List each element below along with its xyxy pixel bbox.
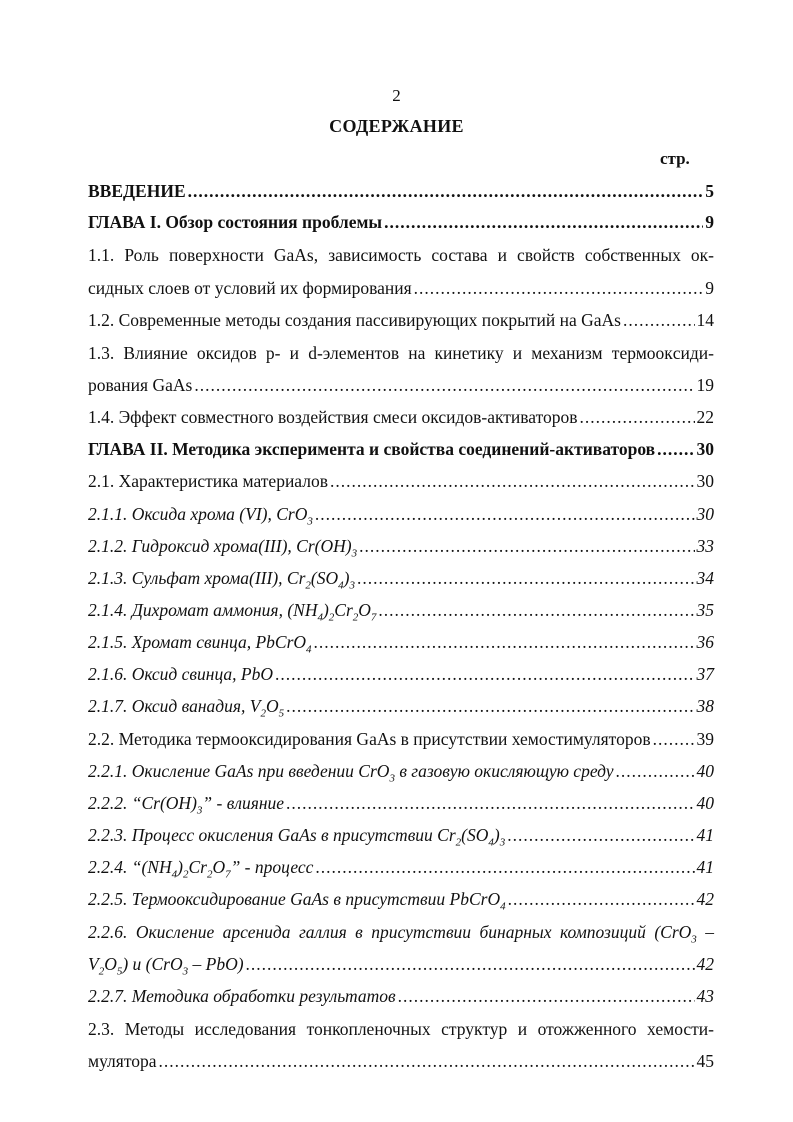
toc-entry: 2.1.7. Оксид ванадия, $V_2O_5$ ..... 38 — [88, 694, 714, 718]
toc-entry: 2.1.2. Гидроксид хрома(III), $Cr(OH)_3$ ..... 33 — [88, 534, 714, 558]
table-of-contents — [88, 0, 714, 1122]
toc-entry: 2.2.1. Окисление GaAs при введении CrO$_3$ в газовую окисляющую среду ..... 40 — [88, 759, 714, 783]
page-number: 2 — [392, 86, 401, 105]
toc-entry: 2.2.3. Процесс окисления GaAs в присутствии $Cr_2(SO_4)_3$ ..... 41 — [88, 823, 714, 847]
toc-entry: сидных слоев от условий их формирования ..... 9 — [88, 276, 714, 300]
toc-entry: 1.2. Современные методы создания пассивирующих покрытий на GaAs ..... 14 — [88, 308, 714, 332]
toc-formula-label: 2.1.3. Сульфат хрома(III), $Cr_2(SO_4)_3$ — [88, 568, 355, 592]
toc-entry: ГЛАВА I. Обзор состояния проблемы ..... 9 — [88, 210, 714, 234]
toc-entry: ВВЕДЕНИЕ ..... 5 — [88, 179, 714, 203]
toc-formula-label: 2.1.1. Оксида хрома (VI), CrO$_3$ — [88, 504, 313, 528]
toc-entry: 2.1.5. Хромат свинца, PbCrO$_4$ ..... 36 — [88, 630, 714, 654]
toc-entry: 2.1.4. Дихромат аммония, $(NH_4)_2Cr_2O_7$ ..... 35 — [88, 598, 714, 622]
toc-entry: 2.2. Методика термооксидирования GaAs в присутствии хемостимуляторов ..... 39 — [88, 727, 714, 751]
toc-formula-label: 2.1.7. Оксид ванадия, $V_2O_5$ — [88, 696, 285, 720]
toc-formula-label: 2.2.2. “$Cr(OH)_3$” - влияние — [88, 793, 285, 817]
toc-entry: $V_2O_5$) и (CrO$_3$ – PbO) ..... 42 — [88, 952, 714, 976]
toc-formula-label: 2.1.5. Хромат свинца, PbCrO$_4$ — [88, 632, 312, 656]
toc-entry: 2.2.7. Методика обработки результатов ..... 43 — [88, 984, 714, 1008]
toc-entry-first-line: 2.2.6. Окисление арсенида галлия в присутствии бинарных композиций (CrO$_3$ – — [88, 922, 715, 946]
toc-formula-label: 2.2.3. Процесс окисления GaAs в присутствии $Cr_2(SO_4)_3$ — [88, 825, 506, 849]
toc-entry-first-line: 2.3. Методы исследования тонкопленочных структур и отожженного хемости- — [88, 1019, 714, 1039]
toc-entry: 2.1.3. Сульфат хрома(III), $Cr_2(SO_4)_3$ ..... 34 — [88, 566, 714, 590]
toc-entry-first-line: 1.3. Влияние оксидов p- и d-элементов на кинетику и механизм термоокcиди- — [88, 343, 714, 363]
toc-entry: 2.2.4. “$(NH_4)_2Cr_2O_7$” - процесс ..... 41 — [88, 855, 714, 879]
toc-entry: рования GaAs ..... 19 — [88, 373, 714, 397]
toc-entry: 1.4. Эффект совместного воздействия смеси оксидов-активаторов ..... 22 — [88, 405, 714, 429]
toc-formula-label: 2.1.4. Дихромат аммония, $(NH_4)_2Cr_2O_7$ — [88, 600, 377, 624]
toc-entry: ГЛАВА II. Методика эксперимента и свойства соединений-активаторов ..... 30 — [88, 437, 714, 461]
toc-formula-label: 2.1.2. Гидроксид хрома(III), $Cr(OH)_3$ — [88, 536, 358, 560]
toc-entry: 2.2.5. Термооксидирование GaAs в присутствии PbCrO$_4$ ..... 42 — [88, 887, 714, 911]
toc-entry: мулятора ..... 45 — [88, 1049, 714, 1073]
toc-entry: 2.1.1. Оксида хрома (VI), CrO$_3$ ..... 30 — [88, 502, 714, 526]
toc-formula-label: 2.2.4. “$(NH_4)_2Cr_2O_7$” - процесс — [88, 857, 314, 881]
toc-formula-label: 2.2.1. Окисление GaAs при введении CrO$_3$ в газовую окисляющую среду — [88, 761, 614, 785]
page-title: СОДЕРЖАНИЕ — [329, 116, 464, 136]
toc-entry: 2.1.6. Оксид свинца, PbO ..... 37 — [88, 662, 714, 686]
toc-entry: 2.2.2. “$Cr(OH)_3$” - влияние ..... 40 — [88, 791, 714, 815]
page-column-label: стр. — [660, 149, 690, 168]
toc-entry: 2.1. Характеристика материалов ..... 30 — [88, 469, 714, 493]
toc-entry-first-line: 1.1. Роль поверхности GaAs, зависимость состава и свойств собственных ок- — [88, 245, 714, 265]
toc-formula-label: $V_2O_5$) и (CrO$_3$ – PbO) — [88, 954, 244, 978]
toc-formula-label: 2.2.5. Термооксидирование GaAs в присутствии PbCrO$_4$ — [88, 889, 506, 913]
